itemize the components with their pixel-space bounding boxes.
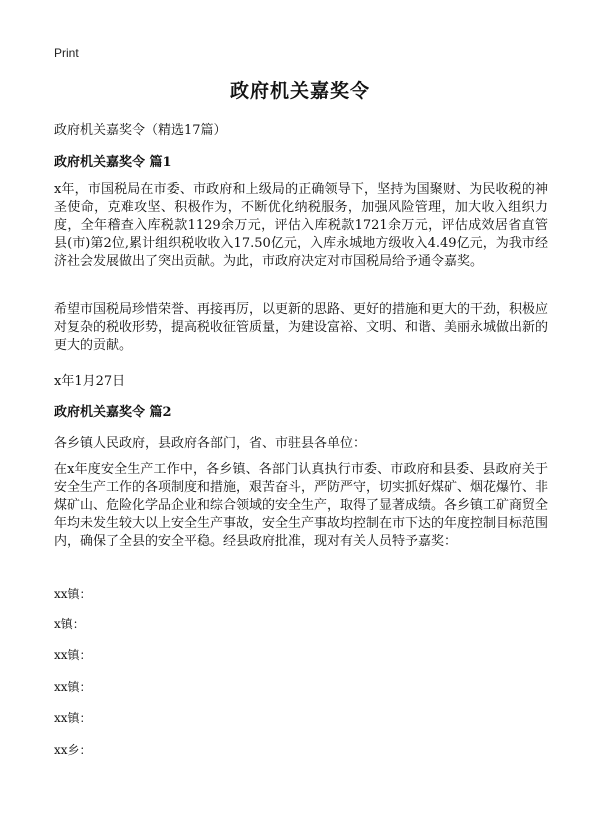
award-item: xx镇： (54, 648, 92, 662)
section-1-paragraph-2: 希望市国税局珍惜荣誉、再接再厉，以更新的思路、更好的措施和更大的干劲，积极应对复杂的税收形势，提高税收征管质量，为建设富裕、文明、和谐、美丽永城做出新的更大的贡献。 (54, 302, 549, 353)
page-title: 政府机关嘉奖令 (229, 80, 370, 102)
section-2-salutation: 各乡镇人民政府，县政府各部门，省、市驻县各单位： (54, 436, 367, 451)
award-item: xx镇： (54, 680, 92, 694)
section-1-heading: 政府机关嘉奖令 篇1 (54, 155, 172, 170)
print-link[interactable]: Print (54, 46, 79, 60)
award-item: xx镇： (54, 587, 92, 601)
award-item: xx镇： (54, 711, 92, 725)
section-2-paragraph-1: 在x年度安全生产工作中，各乡镇、各部门认真执行市委、市政府和县委、县政府关于安全生产工作的各项制度和措施，艰苦奋斗，严防严守，切实抓好煤矿、烟花爆竹、非煤矿山、危险化学品企业和综合领域的安全生产，取得了显著成绩。各乡镇工矿商贸全年均未发生较大以上安全生产事故，安全生产事故均控制在市下达的年度控制目标范围内，确保了全县的安全平稳。经县政府批准，现对有关人员特予嘉奖： (54, 462, 549, 549)
section-1-date: x年1月27日 (54, 374, 126, 389)
document-subtitle: 政府机关嘉奖令（精选17篇） (54, 123, 227, 138)
award-item: xx乡： (54, 743, 92, 757)
award-item: x镇： (54, 617, 85, 631)
section-2-heading: 政府机关嘉奖令 篇2 (54, 405, 172, 420)
section-1-paragraph-1: x年，市国税局在市委、市政府和上级局的正确领导下，坚持为国聚财、为民收税的神圣使命，克难攻坚、积极作为，不断优化纳税服务，加强风险管理，加大收入组织力度，全年稽查入库税款1129余万元，评估入库税款1721余万元，评估成效居省直管县(市)第2位,累计组织税收收入17.50亿元，入库永城地方级收入4.49亿元，为我市经济社会发展做出了突出贡献。为此，市政府决定对市国税局给予通令嘉奖。 (54, 182, 548, 269)
